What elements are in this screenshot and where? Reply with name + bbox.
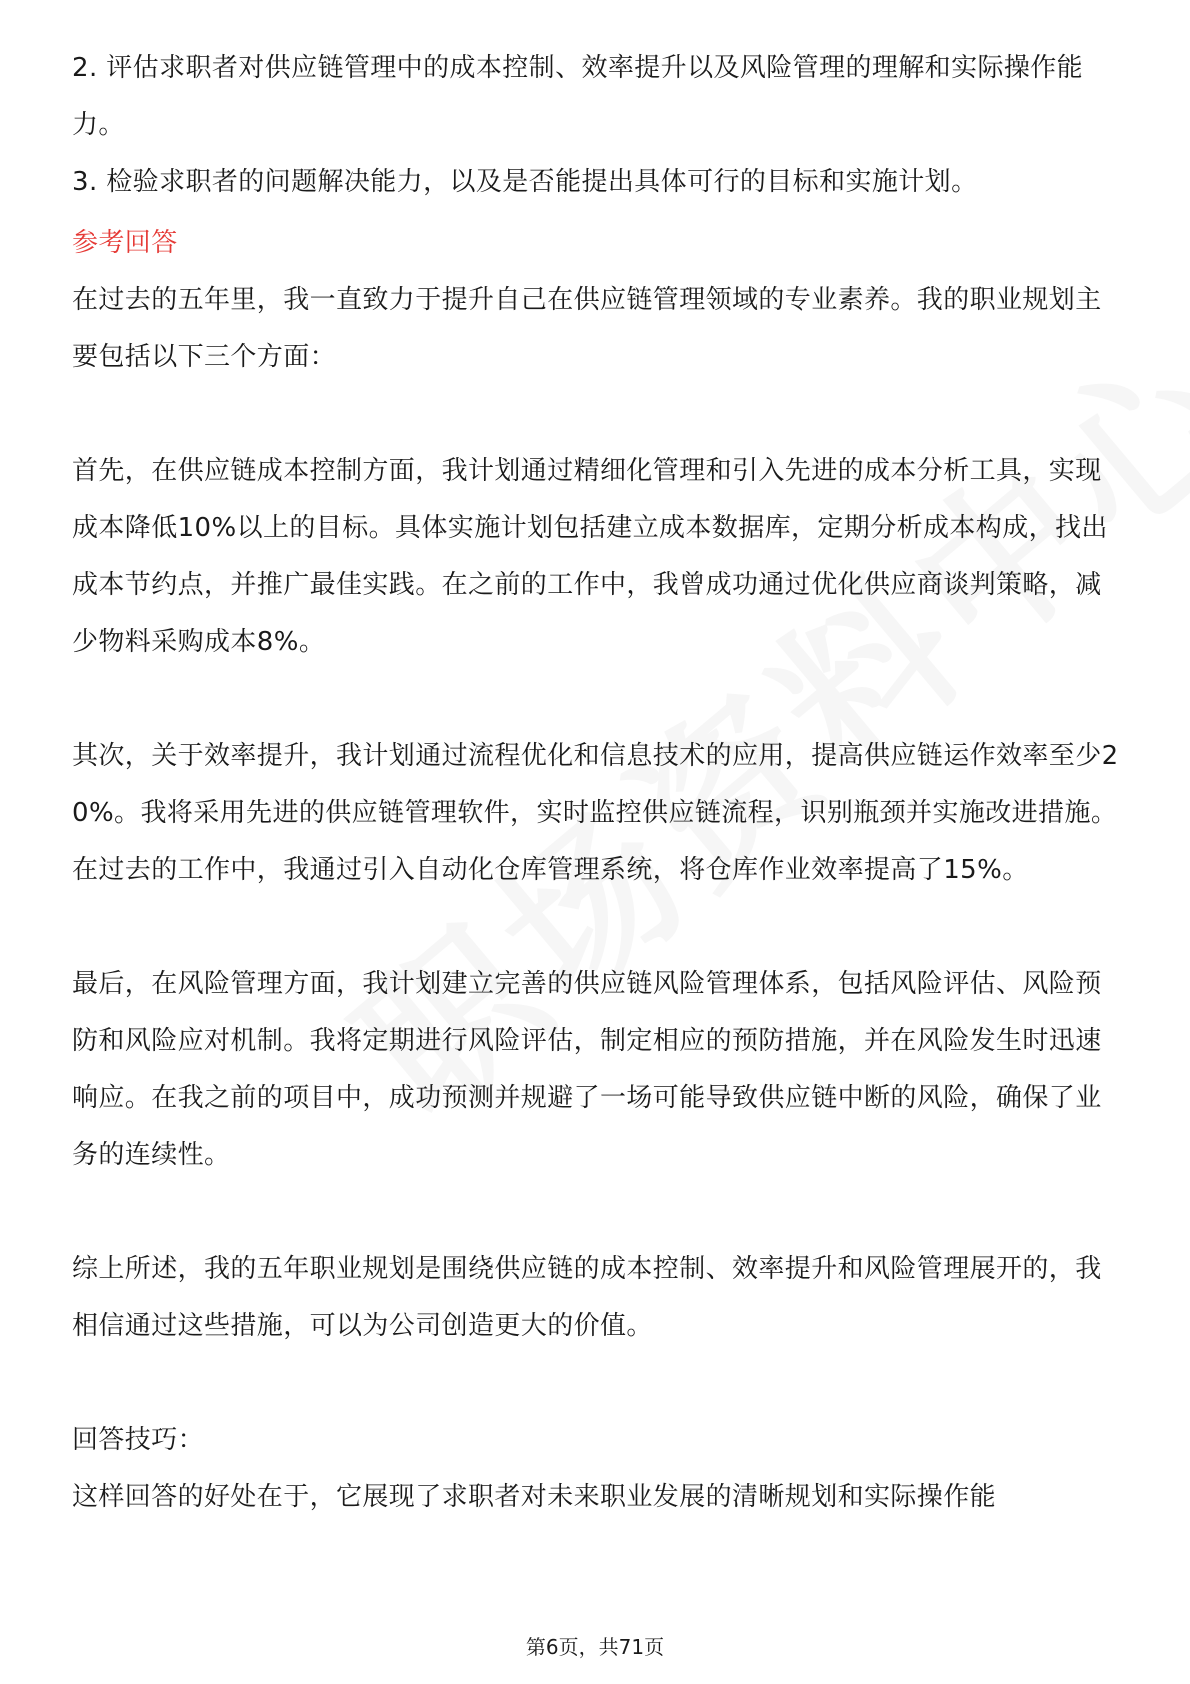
tips-heading: 回答技巧： xyxy=(72,1425,205,1455)
cost-paragraph: 首先，在供应链成本控制方面，我计划通过精细化管理和引入先进的成本分析工具，实现成本降低10%以上的目标。具体实施计划包括建立成本数据库，定期分析成本构成，找出成本节约点，并推广最佳实践。在之前的工作中，我曾成功通过优化供应商谈判策略，减少物料采购成本8%。 xyxy=(72,456,1108,657)
summary-paragraph: 综上所述，我的五年职业规划是围绕供应链的成本控制、效率提升和风险管理展开的，我相信通过这些措施，可以为公司创造更大的价值。 xyxy=(72,1254,1102,1341)
tips-paragraph: 这样回答的好处在于，它展现了求职者对未来职业发展的清晰规划和实际操作能 xyxy=(72,1482,997,1512)
list-item-2: 2. 评估求职者对供应链管理中的成本控制、效率提升以及风险管理的理解和实际操作能力。 xyxy=(72,53,1084,140)
paragraph-gap xyxy=(72,1184,1122,1241)
paragraph-gap xyxy=(72,1355,1122,1412)
list-item-3: 3. 检验求职者的问题解决能力，以及是否能提出具体可行的目标和实施计划。 xyxy=(72,167,978,197)
risk-paragraph: 最后，在风险管理方面，我计划建立完善的供应链风险管理体系，包括风险评估、风险预防和风险应对机制。我将定期进行风险评估，制定相应的预防措施，并在风险发生时迅速响应。在我之前的项目中，成功预测并规避了一场可能导致供应链中断的风险，确保了业务的连续性。 xyxy=(72,969,1102,1170)
answer-heading: 参考回答 xyxy=(72,228,178,258)
paragraph-gap xyxy=(72,671,1122,728)
page-footer: 第6页，共71页 xyxy=(525,1635,665,1659)
intro-paragraph: 在过去的五年里，我一直致力于提升自己在供应链管理领域的专业素养。我的职业规划主要包括以下三个方面： xyxy=(72,285,1102,372)
document-body xyxy=(72,40,1122,1526)
efficiency-paragraph: 其次，关于效率提升，我计划通过流程优化和信息技术的应用，提高供应链运作效率至少20%。我将采用先进的供应链管理软件，实时监控供应链流程，识别瓶颈并实施改进措施。在过去的工作中，我通过引入自动化仓库管理系统，将仓库作业效率提高了15%。 xyxy=(72,741,1119,885)
paragraph-gap xyxy=(72,899,1122,956)
paragraph-gap xyxy=(72,386,1122,443)
